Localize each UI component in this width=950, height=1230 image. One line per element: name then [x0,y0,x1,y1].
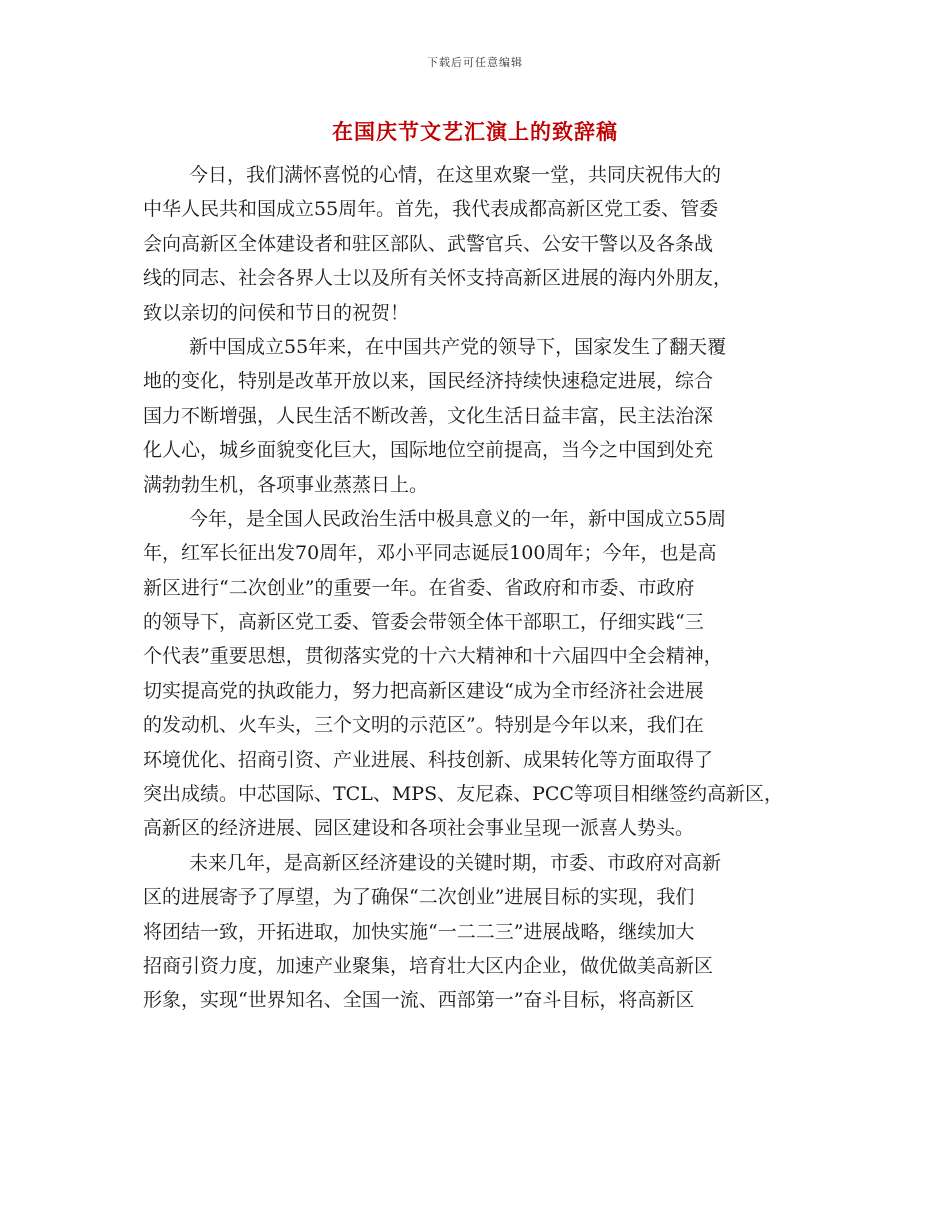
text-line: 地的变化，特别是改革开放以来，国民经济持续快速稳定进展，综合 [143,370,714,393]
text-line: 突出成绩。中芯国际、TCL、MPS、友尼森、PCC等项目相继签约高新区， [143,783,783,806]
text-line: 环境优化、招商引资、产业进展、科技创新、成果转化等方面取得了 [143,748,714,771]
text-line: 个代表”重要思想，贯彻落实党的十六大精神和十六届四中全会精神， [143,645,723,668]
paragraph-1 [143,158,823,330]
text-line: 年，红军长征出发70周年，邓小平同志诞辰100周年；今年，也是高 [143,542,717,565]
text-line: 致以亲切的问侯和节日的祝贺！ [143,301,410,324]
text-line: 的发动机、火车头，三个文明的示范区”。特别是今年以来，我们在 [143,714,704,737]
text-line: 今日，我们满怀喜悦的心情，在这里欢聚一堂，共同庆祝伟大的 [189,164,722,186]
text-line: 中华人民共和国成立55周年。首先，我代表成都高新区党工委、管委 [143,198,719,221]
paragraph-3 [143,502,823,846]
text-line: 化人心，城乡面貌变化巨大，国际地位空前提高，当今之中国到处充 [143,439,714,462]
paragraph-4 [143,846,823,1018]
document-title: 在国庆节文艺汇演上的致辞稿 [332,119,618,144]
text-line: 切实提高党的执政能力，努力把高新区建设“成为全市经济社会进展 [143,679,704,702]
paragraph-2 [143,330,823,502]
text-line: 区的进展寄予了厚望，为了确保“二次创业”进展目标的实现，我们 [143,886,695,909]
text-line: 满勃勃生机，各项事业蒸蒸日上。 [143,473,429,496]
text-line: 高新区的经济进展、园区建设和各项社会事业呈现一派喜人势头。 [143,817,695,840]
text-line: 会向高新区全体建设者和驻区部队、武警官兵、公安干警以及各条战 [143,232,714,255]
text-line: 今年，是全国人民政治生活中极具意义的一年，新中国成立55周 [189,507,727,530]
text-line: 形象，实现“世界知名、全国一流、西部第一”奋斗目标，将高新区 [143,989,695,1012]
text-line: 新中国成立55年来，在中国共产党的领导下，国家发生了翻天覆 [189,335,727,358]
text-line: 的领导下，高新区党工委、管委会带领全体干部职工，仔细实践“三 [143,611,704,634]
text-line: 新区进行“二次创业”的重要一年。在省委、省政府和市委、市政府 [143,576,695,599]
header-note: 下载后可任意编辑 [427,56,523,69]
text-line: 未来几年，是高新区经济建设的关键时期，市委、市政府对高新 [189,851,722,874]
text-line: 招商引资力度，加速产业聚集，培育壮大区内企业，做优做美高新区 [143,954,714,977]
text-line: 国力不断增强，人民生活不断改善，文化生活日益丰富，民主法治深 [143,404,714,427]
text-line: 将团结一致，开拓进取，加快实施“一二二三”进展战略，继续加大 [143,920,695,943]
document-body [143,158,823,1018]
text-line: 线的同志、社会各界人士以及所有关怀支持高新区进展的海内外朋友， [143,267,733,290]
